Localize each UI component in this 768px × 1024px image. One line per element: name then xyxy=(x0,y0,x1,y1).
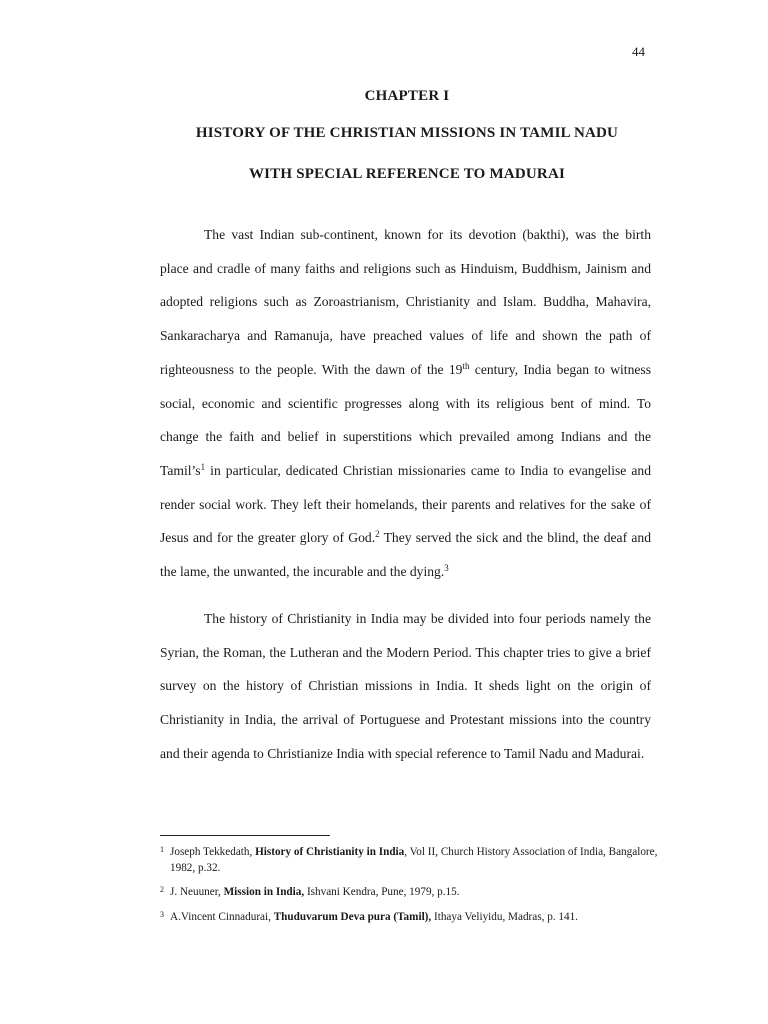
superscript-ordinal: th xyxy=(462,360,470,371)
footnote-title: History of Christianity in India xyxy=(255,846,405,858)
paragraph-text: in particular, dedicated Christian missionaries came to India to evangelise and render social work. They left their homelands, their parents and relatives for the sake of Jesus and for the greater glory of God. xyxy=(160,462,651,546)
footnote-number: 1 xyxy=(160,845,164,854)
paragraph-text: The history of Christianity in India may be divided into four periods namely the Syrian, the Roman, the Lutheran and the Modern Period. This chapter tries to give a brief survey on the history of Christian missions in India. It sheds light on the origin of Christianity in India, the arrival of Portuguese and Protestant missions into the country and their agenda to Christianize India with special reference to Tamil Nadu and Madurai. xyxy=(160,611,651,761)
body-paragraph-2 xyxy=(160,602,651,771)
chapter-heading: CHAPTER I xyxy=(364,88,450,104)
footnote-title: Mission in India, xyxy=(223,886,305,898)
footnote-3 xyxy=(160,907,662,925)
footnote-ref-2[interactable]: 2 xyxy=(375,529,380,540)
footnote-title: Thuduvarum Deva pura (Tamil), xyxy=(273,911,432,923)
footnote-author: Joseph Tekkedath, xyxy=(170,846,256,858)
paragraph-text: They served the sick and the blind, the deaf and the lame, the unwanted, the incurable and the dying. xyxy=(160,530,651,580)
footnote-details: Ishvani Kendra, Pune, 1979, p.15. xyxy=(304,886,460,898)
footnote-separator xyxy=(160,835,330,836)
paragraph-text: century, India began to witness social, economic and scientific progresses along with its religious bent of mind. To change the faith and belief in superstitions which prevailed among Indians and the Tamil’s xyxy=(160,361,651,478)
footnote-details: , Vol II, Church History Association of India, Bangalore, 1982, p.32. xyxy=(170,846,658,874)
footnote-number: 2 xyxy=(160,885,164,894)
footnote-ref-1[interactable]: 1 xyxy=(200,461,206,472)
footnote-ref-3[interactable]: 3 xyxy=(444,563,449,574)
body-paragraph-1 xyxy=(160,218,651,589)
footnote-details: Ithaya Veliyidu, Madras, p. 141. xyxy=(431,911,578,923)
footnote-2 xyxy=(160,882,662,900)
footnote-1 xyxy=(160,842,662,876)
page-number: 44 xyxy=(632,44,645,59)
footnote-number: 3 xyxy=(160,910,164,919)
chapter-title-line-2: WITH SPECIAL REFERENCE TO MADURAI xyxy=(248,166,566,182)
paragraph-text: The vast Indian sub-continent, known for its devotion (bakthi), was the birth place and cradle of many faiths and religions such as Hinduism, Buddhism, Jainism and adopted religions such as Zoroastrianism, Christianity and Islam. Buddha, Mahavira, Sankaracharya and Ramanuja, have preached values of life and shown the path of righteousness to the people. With the dawn of the 19 xyxy=(160,227,651,377)
footnote-author: J. Neuuner, xyxy=(170,886,224,898)
footnote-author: A.Vincent Cinnadurai, xyxy=(170,911,274,923)
chapter-title-line-1: HISTORY OF THE CHRISTIAN MISSIONS IN TAMIL NADU xyxy=(195,125,619,141)
